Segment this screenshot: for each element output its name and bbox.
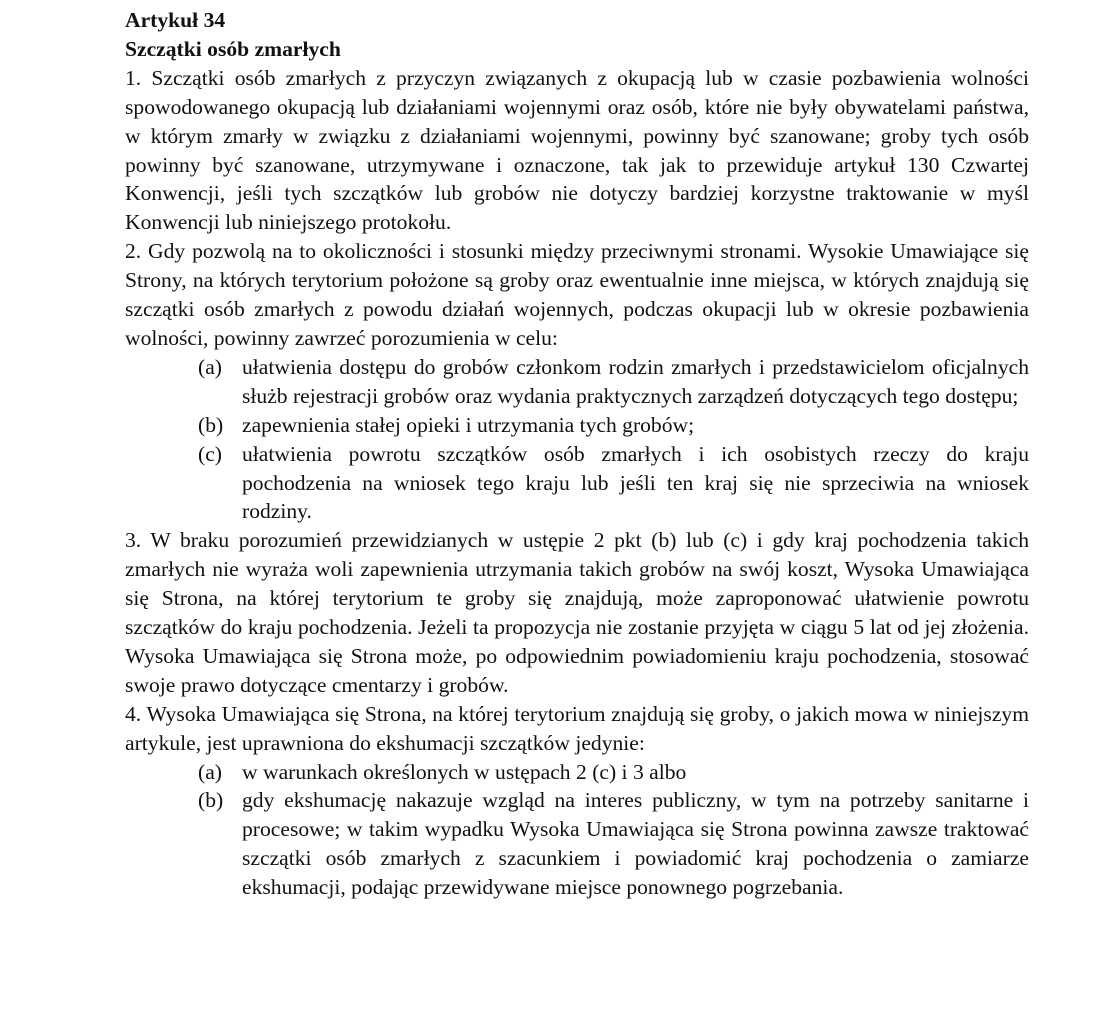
list-item	[198, 786, 1029, 902]
list-item	[198, 411, 1029, 440]
paragraph-2: 2. Gdy pozwolą na to okoliczności i stosunki między przeciwnymi stronami. Wysokie Umawiające się Strony, na których terytorium położone są groby oraz ewentualnie inne miejsca, w których znajdują się szczątki osób zmarłych z powodu działań wojennych, podczas okupacji lub w okresie pozbawienia wolności, powinny zawrzeć porozumienia w celu:	[125, 239, 1029, 350]
item-label: (a)	[198, 354, 222, 379]
item-text: zapewnienia stałej opieki i utrzymania tych grobów;	[242, 412, 695, 437]
item-text: ułatwienia powrotu szczątków osób zmarłych i ich osobistych rzeczy do kraju pochodzenia na wniosek tego kraju lub jeśli ten kraj się nie sprzeciwia na wniosek rodziny.	[242, 441, 1029, 524]
paragraph-1: 1. Szczątki osób zmarłych z przyczyn związanych z okupacją lub w czasie pozbawienia wolności spowodowanego okupacją lub działaniami wojennymi oraz osób, które nie były obywatelami państwa, w którym zmarły w związku z działaniami wojennymi, powinny być szanowane; groby tych osób powinny być szanowane, utrzymywane i oznaczone, tak jak to przewiduje artykuł 130 Czwartej Konwencji, jeśli tych szczątków lub grobów nie dotyczy bardziej korzystne traktowanie w myśl Konwencji lub niniejszego protokołu.	[125, 65, 1029, 235]
item-label: (b)	[198, 412, 224, 437]
paragraph-4: 4. Wysoka Umawiająca się Strona, na której terytorium znajdują się groby, o jakich mowa w niniejszym artykule, jest uprawniona do ekshumacji szczątków jedynie:	[125, 701, 1029, 755]
list-item	[198, 758, 1029, 787]
item-label: (b)	[198, 788, 224, 813]
item-label: (c)	[198, 441, 222, 466]
item-label: (a)	[198, 759, 222, 784]
item-text: w warunkach określonych w ustępach 2 (c) i 3 albo	[242, 759, 687, 784]
list-item	[198, 353, 1029, 411]
document-body	[125, 6, 1029, 902]
paragraph-3: 3. W braku porozumień przewidzianych w ustępie 2 pkt (b) lub (c) i gdy kraj pochodzenia takich zmarłych nie wyraża woli zapewnienia utrzymania takich grobów na swój koszt, Wysoka Umawiająca się Strona, na której terytorium te groby się znajdują, może zaproponować ułatwienie powrotu szczątków do kraju pochodzenia. Jeżeli ta propozycja nie zostanie przyjęta w ciągu 5 lat od jej złożenia. Wysoka Umawiająca się Strona może, po odpowiednim powiadomieniu kraju pochodzenia, stosować swoje prawo dotyczące cmentarzy i grobów.	[125, 528, 1029, 697]
item-text: gdy ekshumację nakazuje wzgląd na interes publiczny, w tym na potrzeby sanitarne i procesowe; w takim wypadku Wysoka Umawiająca się Strona powinna zawsze traktować szczątki osób zmarłych z szacunkiem i powiadomić kraj pochodzenia o zamiarze ekshumacji, podając przewidywane miejsce ponownego pogrzebania.	[242, 788, 1029, 900]
paragraph-4-items	[125, 758, 1029, 903]
list-item	[198, 440, 1029, 527]
article-title: Szczątki osób zmarłych	[125, 36, 341, 61]
paragraph-2-items	[125, 353, 1029, 526]
article-number: Artykuł 34	[125, 8, 226, 32]
item-text: ułatwienia dostępu do grobów członkom rodzin zmarłych i przedstawicielom oficjalnych służb rejestracji grobów oraz wydania praktycznych zarządzeń dotyczących tego dostępu;	[242, 354, 1029, 408]
